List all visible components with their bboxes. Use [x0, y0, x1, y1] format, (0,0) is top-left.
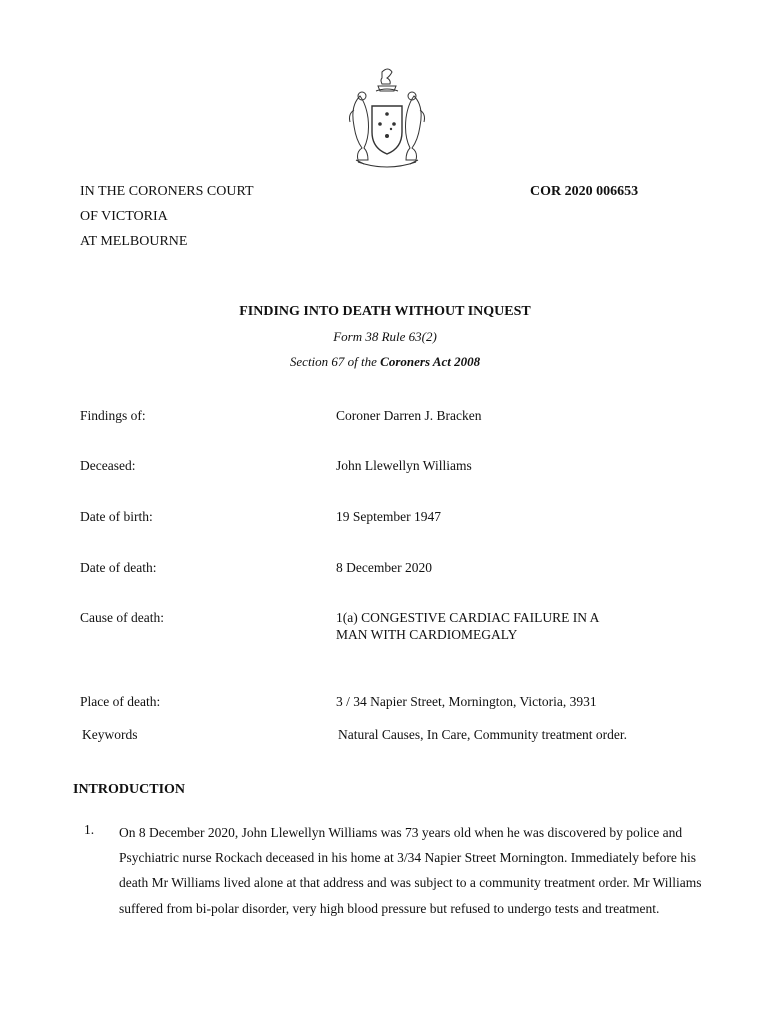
- keywords-value: Natural Causes, In Care, Community treatment order.: [338, 727, 628, 742]
- section-act: Coroners Act 2008: [380, 354, 481, 369]
- cause-label: Cause of death:: [80, 610, 164, 625]
- case-number: COR 2020 006653: [530, 184, 639, 199]
- cause-value-line1: 1(a) CONGESTIVE CARDIAC FAILURE IN A: [336, 610, 600, 625]
- dob-label: Date of birth:: [80, 509, 153, 524]
- dod-label: Date of death:: [80, 560, 157, 575]
- findings-value: Coroner Darren J. Bracken: [336, 408, 482, 423]
- dod-value: 8 December 2020: [336, 560, 432, 575]
- section-reference: [0, 354, 770, 370]
- court-name-line2: OF VICTORIA: [80, 209, 168, 224]
- place-value: 3 / 34 Napier Street, Mornington, Victoria, 3931: [336, 694, 597, 709]
- court-name-line3: AT MELBOURNE: [80, 234, 188, 249]
- paragraph-number: 1.: [84, 822, 95, 837]
- findings-label: Findings of:: [80, 408, 146, 423]
- section-prefix: Section 67 of the: [289, 354, 381, 369]
- cause-value-line2: MAN WITH CARDIOMEGALY: [336, 627, 518, 642]
- keywords-label: Keywords: [82, 727, 138, 742]
- document-title: FINDING INTO DEATH WITHOUT INQUEST: [239, 304, 531, 319]
- coat-of-arms-icon: [338, 66, 436, 174]
- place-label: Place of death:: [80, 694, 161, 709]
- deceased-label: Deceased:: [80, 458, 136, 473]
- court-name-line1: IN THE CORONERS COURT: [80, 184, 254, 199]
- deceased-value: John Llewellyn Williams: [336, 458, 472, 473]
- form-rule: Form 38 Rule 63(2): [333, 329, 437, 344]
- paragraph-text: On 8 December 2020, John Llewellyn Williams was 73 years old when he was discovered by police and Psychiatric nurse Rockach deceased in his home at 3/34 Napier Street Mornington. Immediately before his death Mr Williams lived alone at that address and was subject to a community treatment order. Mr Williams suffered from bi-polar disorder, very high blood pressure but refused to undergo tests and treatment.: [119, 825, 702, 916]
- introduction-heading: INTRODUCTION: [73, 782, 186, 797]
- dob-value: 19 September 1947: [336, 509, 441, 524]
